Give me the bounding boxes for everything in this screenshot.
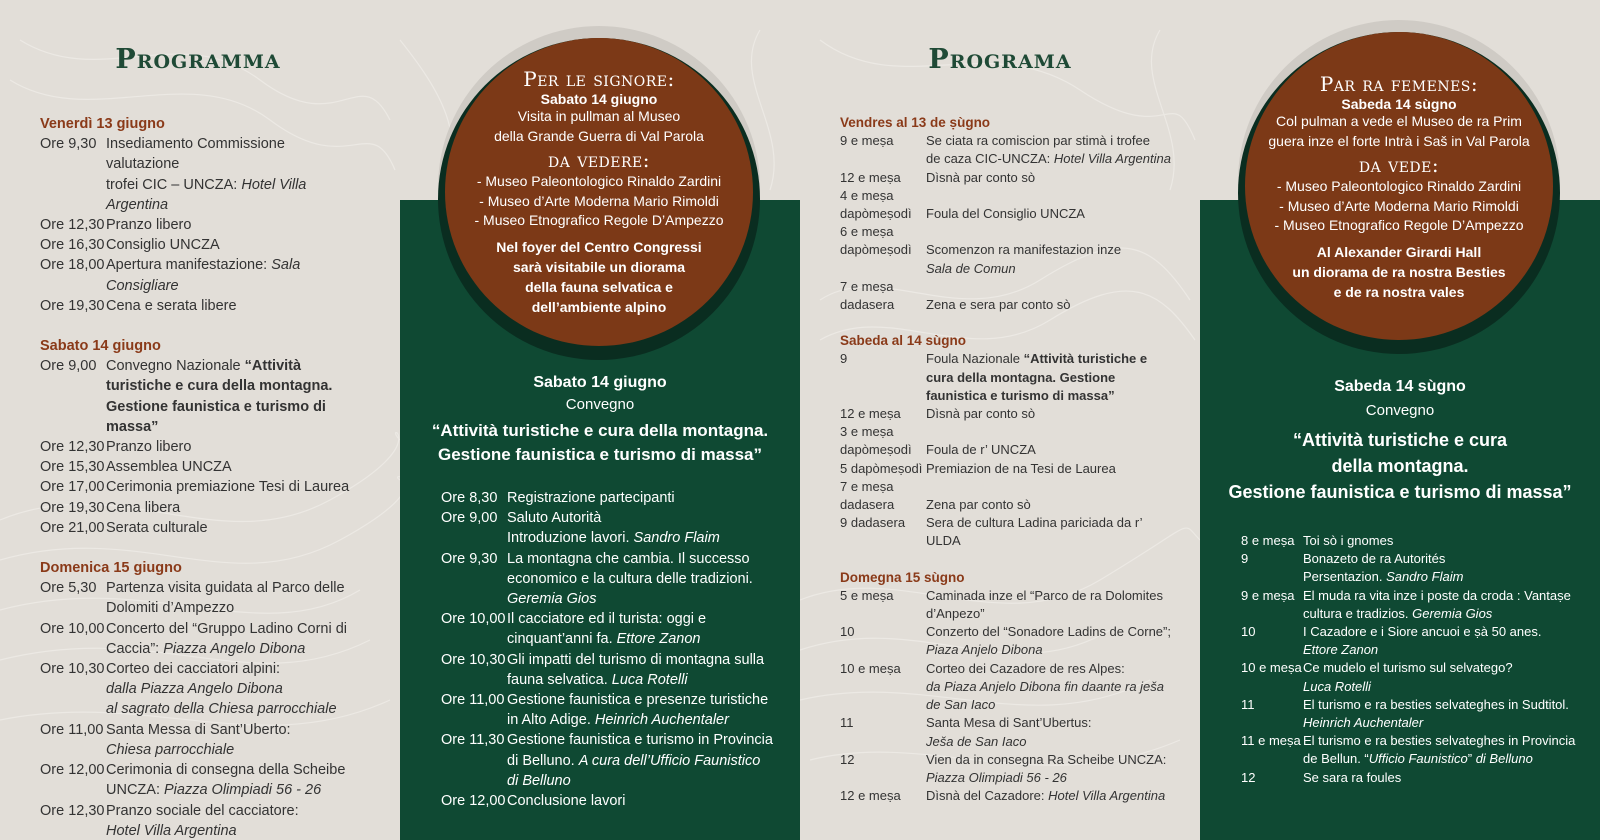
item-text: Cerimonia premiazione Tesi di Laurea <box>106 479 350 496</box>
schedule-list <box>840 114 1175 805</box>
item-text: Santa Mesa di Sant’Ubertus: <box>926 715 1092 731</box>
emphasis-text: dalla Piazza Angelo Dibona <box>106 681 283 698</box>
item-text: Cerimonia di consegna della Scheibe UNCZA: <box>106 762 346 799</box>
item-text: La montagna che cambia. Il successo economico e la cultura delle tradizioni. <box>507 550 753 587</box>
emphasis-text: Chiesa parrocchiale <box>106 741 235 758</box>
schedule-row <box>1241 623 1581 659</box>
day-title: Sabato 14 giugno <box>40 338 161 355</box>
schedule-time: Ore 10,00 <box>40 620 105 637</box>
emphasis-text: Sandro Flaim <box>633 530 720 547</box>
convegno-header <box>400 374 800 467</box>
emphasis-text: Geremia Gios <box>1412 605 1493 621</box>
item-text: Assemblea UNCZA <box>106 459 232 476</box>
museum-item: - Museo d’Arte Moderna Mario Rimoldi <box>479 192 719 209</box>
item-text: Registrazione partecipanti <box>507 490 675 506</box>
schedule-description <box>507 508 781 548</box>
schedule-description <box>1303 732 1581 768</box>
schedule-description <box>106 760 360 800</box>
item-text: Se ciata ra comiscion par stimà i trofee <box>926 133 1150 149</box>
schedule-description <box>926 478 1175 514</box>
schedule-description <box>507 549 781 610</box>
schedule-time: Ore 9,30 <box>441 550 498 567</box>
convegno-title: Gestione faunistica e turismo di massa” <box>437 445 763 464</box>
schedule-time: Ore 9,00 <box>40 358 97 375</box>
schedule-time: 11 <box>840 715 854 731</box>
schedule-time: 6 e meṣa dapòmeṣodì <box>840 224 912 258</box>
schedule-description <box>507 488 781 508</box>
item-text: Sera de cultura Ladina pariciada da r’ ULDA <box>926 515 1143 549</box>
schedule-description <box>926 514 1175 550</box>
schedule-row <box>1241 587 1581 623</box>
circle-subtitle: da vede: <box>1358 153 1440 177</box>
schedule-description <box>1303 587 1581 623</box>
emphasis-text: Hotel Villa Argentina <box>106 176 307 213</box>
schedule-time: 12 <box>1241 769 1256 785</box>
schedule-description <box>507 730 781 791</box>
schedule-row <box>40 720 360 760</box>
schedule-time: Ore 19,30 <box>40 297 105 314</box>
schedule-row <box>441 508 781 548</box>
schedule-row <box>840 478 1175 514</box>
schedule-time: 11 <box>1241 696 1255 712</box>
convegno-header <box>1200 378 1600 505</box>
schedule-time: 9 <box>1241 551 1249 567</box>
schedule-time: Ore 11,30 <box>441 732 505 749</box>
schedule-time: Ore 9,30 <box>40 136 97 153</box>
schedule-row <box>40 437 360 457</box>
schedule-time: 9 <box>840 351 848 367</box>
schedule-row <box>1241 769 1581 787</box>
item-text: Corteo dei cacciatori alpini: <box>106 661 281 678</box>
item-text: Pranzo libero <box>106 439 192 456</box>
emphasis-text: da Piaza Anjelo Dibona fin daante ra ješa de San Iaco <box>926 678 1165 713</box>
emphasis-text: Geremia Gios <box>507 591 597 608</box>
schedule-row <box>40 134 360 215</box>
emphasis-text: Ettore Zanon <box>1303 642 1379 658</box>
circle-visit-line: Col pulman a vede el Museo de ra Prim <box>1276 113 1522 129</box>
schedule-row <box>40 518 360 538</box>
schedule-row <box>441 488 781 508</box>
item-text: Partenza visita guidata al Parco delle Dolomiti d’Ampezzo <box>106 580 345 617</box>
schedule-description <box>926 350 1175 405</box>
schedule-description <box>106 578 360 618</box>
item-text: Toi sò i gnomes <box>1303 533 1394 548</box>
item-text: Bonazeto de ra Autorités <box>1303 551 1446 567</box>
item-text: I Cazadore e i Siore ancuoi e ṣà 50 anes. <box>1303 624 1542 640</box>
schedule-row <box>840 514 1175 550</box>
schedule-time: Ore 12,30 <box>40 217 105 234</box>
item-text: El turismo e ra besties selvateghes in Sudtitol. <box>1303 696 1569 712</box>
schedule-description <box>507 650 781 690</box>
schedule-row <box>840 623 1175 659</box>
schedule-row <box>40 498 360 518</box>
item-text: Pranzo libero <box>106 217 192 234</box>
schedule-description <box>926 132 1175 168</box>
day-title: Domegna 15 sùgno <box>840 569 965 585</box>
diorama-note: Nel foyer del Centro Congressi <box>496 238 702 255</box>
schedule-description <box>926 169 1175 187</box>
schedule-description <box>926 587 1175 623</box>
item-text: ” <box>1467 751 1476 767</box>
emphasis-text: Sala de Comun <box>926 260 1016 276</box>
item-text: Corteo dei Cazadore de res Alpes: <box>926 660 1125 676</box>
schedule-time: 9 e meṣa <box>840 133 894 149</box>
item-text: Dìsnà del Cazadore: <box>926 788 1049 804</box>
emphasis-text: Hotel Villa Argentina <box>1053 151 1171 167</box>
day-title: Domenica 15 giugno <box>40 560 182 577</box>
schedule-time: Ore 10,30 <box>40 661 105 678</box>
schedule-description <box>507 690 781 730</box>
item-text: Dìsnà par conto sò <box>926 169 1036 185</box>
schedule-description <box>106 720 360 760</box>
schedule-row <box>840 460 1175 478</box>
emphasis-text: Heinrich Auchentaler <box>1303 715 1424 731</box>
schedule-description <box>106 801 360 840</box>
item-text: Apertura manifestazione: <box>106 257 272 274</box>
emphasis-text: Hotel Villa Argentina <box>106 822 237 839</box>
item-text: “Attività turistiche e cura della montagna. Gestione faunistica e turismo di massa” <box>106 358 333 435</box>
schedule-row <box>40 255 360 295</box>
schedule-time: Ore 10,00 <box>441 611 506 628</box>
diorama-note: dell’ambiente alpino <box>531 298 667 315</box>
schedule-time: Ore 21,00 <box>40 519 105 536</box>
schedule-row <box>40 356 360 437</box>
schedule-description <box>926 623 1175 659</box>
emphasis-text: Ufficio Faunistico <box>1368 751 1468 767</box>
circle-date: Sabeda 14 sùgno <box>1341 96 1457 112</box>
schedule-description <box>1303 696 1581 732</box>
schedule-time: 8 e meṣa <box>1241 533 1295 548</box>
page-title: Programa <box>928 44 1072 75</box>
emphasis-text: Piazza Olimpiadi 56 - 26 <box>926 769 1067 785</box>
schedule-row <box>40 457 360 477</box>
schedule-row <box>840 169 1175 187</box>
schedule-time: 11 e meṣa <box>1241 733 1301 749</box>
schedule-row <box>40 801 360 840</box>
schedule-time: 12 e meṣa <box>840 169 901 185</box>
schedule-row <box>840 660 1175 715</box>
schedule-description <box>106 619 360 659</box>
convegno-schedule <box>1241 532 1581 787</box>
item-text: Convegno Nazionale <box>106 358 245 375</box>
schedule-row <box>441 690 781 730</box>
schedule-time: Ore 11,00 <box>441 692 505 709</box>
schedule-row <box>840 350 1175 405</box>
item-text: Premiazion de na Tesi de Laurea <box>926 460 1116 476</box>
schedule-description <box>926 187 1175 223</box>
item-text: Santa Messa di Sant’Uberto: <box>106 721 291 738</box>
item-text: trofei CIC – UNCZA: <box>106 176 242 193</box>
circle-visit-line: guera inze el forte Intrà i Saš in Val Parola <box>1268 132 1530 149</box>
schedule-time: 5 dapòmeṣodì <box>840 460 923 476</box>
convegno-schedule <box>441 488 781 811</box>
schedule-time: Ore 12,30 <box>40 802 105 819</box>
schedule-time: Ore 8,30 <box>441 490 498 506</box>
schedule-row <box>441 549 781 610</box>
item-text: El turismo e ra besties selvateghes in Provincia de Bellun. “ <box>1303 733 1576 767</box>
schedule-time: Ore 11,00 <box>40 721 104 738</box>
schedule-time: Ore 16,30 <box>40 237 105 254</box>
schedule-time: Ore 12,30 <box>40 439 105 456</box>
schedule-row <box>40 235 360 255</box>
convegno-label: Convegno <box>565 396 635 413</box>
item-text: Serata culturale <box>106 519 208 536</box>
schedule-time: 10 <box>1241 624 1256 640</box>
schedule-description <box>106 255 360 295</box>
emphasis-text: Ješa de San Iaco <box>926 733 1027 749</box>
page-title: Programma <box>115 44 281 75</box>
schedule-description <box>1303 623 1581 659</box>
schedule-time: Ore 18,00 <box>40 257 105 274</box>
item-text: Introduzione lavori. <box>507 530 634 547</box>
schedule-description <box>106 437 360 457</box>
schedule-time: 12 e meṣa <box>840 406 901 422</box>
schedule-time: Ore 15,30 <box>40 459 105 476</box>
item-text: de caza CIC-UNCZA: <box>926 151 1054 167</box>
convegno-title: Gestione faunistica e turismo di massa” <box>1228 482 1572 502</box>
item-text: Consiglio UNCZA <box>106 237 220 254</box>
item-text: Conzerto del “Sonadore Ladins de Corne”; <box>926 624 1171 640</box>
panel-convegno-ladin <box>1200 0 1600 840</box>
item-text: Foula Nazionale <box>926 351 1024 367</box>
schedule-description <box>507 609 781 649</box>
diorama-note: sarà visitabile un diorama <box>513 258 685 275</box>
circle-date: Sabato 14 giugno <box>540 91 658 107</box>
emphasis-text: Heinrich Auchentaler <box>594 712 729 729</box>
schedule-description <box>106 134 360 215</box>
schedule-time: Ore 9,00 <box>441 510 498 527</box>
schedule-row <box>441 791 781 811</box>
info-circle <box>445 38 753 346</box>
diorama-note: della fauna selvatica e <box>525 278 673 295</box>
museum-item: - Museo Paleontologico Rinaldo Zardini <box>476 173 722 189</box>
item-text: Concerto del “Gruppo Ladino Corni di Caccia”: <box>106 620 347 657</box>
schedule-row <box>40 477 360 497</box>
schedule-time: 10 e meṣa <box>840 660 901 676</box>
schedule-row <box>441 650 781 690</box>
schedule-row <box>40 659 360 720</box>
diorama-note: un diorama de ra nostra Besties <box>1292 263 1506 280</box>
panel-programma-italian <box>0 0 400 840</box>
emphasis-text: Piazza Angelo Dibona <box>163 640 306 657</box>
schedule-description <box>106 457 360 477</box>
schedule-description <box>106 296 360 316</box>
schedule-row <box>840 423 1175 459</box>
museum-item: - Museo Paleontologico Rinaldo Zardini <box>1276 178 1522 194</box>
schedule-time: Ore 17,00 <box>40 479 105 496</box>
schedule-time: Ore 19,30 <box>40 499 105 516</box>
schedule-row <box>40 215 360 235</box>
schedule-description <box>926 423 1175 459</box>
item-text: Foula del Consiglio UNCZA <box>926 206 1085 222</box>
schedule-time: 3 e meṣa dapòmeṣodì <box>840 424 912 458</box>
schedule-time: 10 <box>840 624 855 640</box>
schedule-row <box>441 609 781 649</box>
emphasis-text: Sandro Flaim <box>1386 569 1464 585</box>
emphasis-text: Piaza Anjelo Dibona <box>926 642 1043 658</box>
day-title: Vendres al 13 de ṣùgno <box>840 115 991 130</box>
circle-visit-line: Visita in pullman al Museo <box>517 108 681 124</box>
schedule-description <box>926 714 1175 750</box>
day-title: Sabeda al 14 sùgno <box>840 333 967 349</box>
schedule-time: 9 e meṣa <box>1241 587 1295 603</box>
schedule-description <box>926 787 1175 805</box>
day-title: Venerdì 13 giugno <box>40 116 165 132</box>
item-text: Insediamento Commissione valutazione <box>106 136 285 173</box>
circle-visit-line: della Grande Guerra di Val Parola <box>494 127 704 144</box>
item-text: Gestione faunistica e presenze turistiche in Alto Adige. <box>507 692 769 729</box>
item-text: Caminada inze el “Parco de ra Dolomites d’Anpezo” <box>926 587 1163 622</box>
circle-subtitle: da vedere: <box>548 148 650 172</box>
schedule-row <box>840 787 1175 805</box>
item-text: Conclusione lavori <box>507 793 626 810</box>
diorama-note: e de ra nostra vales <box>1333 283 1465 300</box>
item-text: Foula de r’ UNCZA <box>926 442 1036 458</box>
schedule-description <box>1303 550 1581 586</box>
schedule-time: 5 e meṣa <box>840 587 894 603</box>
schedule-description <box>926 223 1175 278</box>
convegno-date: Sabeda 14 sùgno <box>1334 378 1466 395</box>
schedule-description <box>926 278 1175 314</box>
item-text: Persentazion. <box>1303 569 1387 585</box>
circle-title: Per le signore: <box>523 67 675 91</box>
schedule-time: Ore 10,30 <box>441 651 506 668</box>
schedule-time: 12 <box>840 751 855 767</box>
schedule-description <box>106 518 360 538</box>
emphasis-text: al sagrato della Chiesa parrocchiale <box>106 701 337 718</box>
item-text: Vien da in consegna Ra Scheibe UNCZA: <box>926 751 1167 767</box>
museum-item: - Museo d’Arte Moderna Mario Rimoldi <box>1279 197 1519 214</box>
museum-item: - Museo Etnografico Regole D’Ampezzo <box>474 212 724 228</box>
schedule-row <box>840 405 1175 423</box>
spacer <box>40 316 360 336</box>
convegno-title: “Attività turistiche e cura <box>1292 430 1508 450</box>
schedule-description <box>507 791 781 811</box>
item-text: Gestione faunistica e turismo in Provincia di Belluno. <box>507 732 773 769</box>
emphasis-text: Ettore Zanon <box>616 631 701 648</box>
schedule-row <box>40 619 360 659</box>
item-text: Zena e sera par conto sò <box>926 297 1071 313</box>
schedule-description <box>106 659 360 720</box>
schedule-row <box>840 132 1175 168</box>
item-text: Se sara ra foules <box>1303 769 1402 785</box>
schedule-row <box>840 751 1175 787</box>
emphasis-text: Luca Rotelli <box>1303 678 1371 694</box>
spacer <box>40 538 360 558</box>
schedule-row <box>40 296 360 316</box>
emphasis-text: di Belluno <box>1475 751 1533 767</box>
schedule-description <box>1303 769 1581 787</box>
schedule-description <box>926 660 1175 715</box>
spacer <box>840 551 1175 569</box>
schedule-description <box>926 751 1175 787</box>
spacer <box>840 314 1175 332</box>
emphasis-text: A cura dell’Ufficio Faunistico <box>578 752 761 769</box>
item-text: Zena par conto sò <box>926 497 1031 513</box>
emphasis-text: Sala Consigliare <box>106 257 301 294</box>
item-text: El muda ra vita inze i poste da croda : Vantaṣe cultura e tradizios. <box>1303 587 1571 621</box>
schedule-description <box>106 235 360 255</box>
schedule-time: 9 dadasera <box>840 515 906 531</box>
convegno-date: Sabato 14 giugno <box>533 374 667 391</box>
item-text: Ce mudelo el turismo sul selvatego? <box>1303 660 1513 676</box>
emphasis-text: Piazza Olimpiadi 56 - 26 <box>164 782 322 799</box>
emphasis-text: Hotel Villa Argentina <box>1048 788 1166 804</box>
item-text: Cena e serata libere <box>106 297 237 314</box>
schedule-row <box>840 187 1175 223</box>
schedule-row <box>1241 659 1581 695</box>
schedule-description <box>106 477 360 497</box>
schedule-row <box>1241 550 1581 586</box>
item-text: Gli impatti del turismo di montagna sulla fauna selvatica. <box>507 651 765 688</box>
emphasis-text: Luca Rotelli <box>611 671 688 688</box>
panel-convegno-italian <box>400 0 800 840</box>
schedule-time: Ore 5,30 <box>40 580 97 597</box>
schedule-row <box>40 578 360 618</box>
schedule-description <box>1303 659 1581 695</box>
schedule-time: 10 e meṣa <box>1241 660 1302 676</box>
convegno-title: della montagna. <box>1331 456 1469 476</box>
schedule-time: 12 e meṣa <box>840 788 901 804</box>
schedule-description <box>1303 532 1581 550</box>
schedule-description <box>926 405 1175 423</box>
schedule-row <box>441 730 781 791</box>
schedule-row <box>1241 696 1581 732</box>
schedule-description <box>106 215 360 235</box>
schedule-time: 4 e meṣa dapòmeṣodì <box>840 187 912 222</box>
convegno-label: Convegno <box>1365 402 1435 419</box>
museum-item: - Museo Etnografico Regole D’Ampezzo <box>1274 217 1524 233</box>
item-text: Pranzo sociale del cacciatore: <box>106 802 299 819</box>
schedule-list <box>40 114 360 840</box>
item-text: Cena libera <box>106 499 181 516</box>
schedule-time: Ore 12,00 <box>40 762 105 779</box>
panel-programa-ladin <box>800 0 1200 840</box>
schedule-time: 7 e meṣa dadasera <box>840 478 895 513</box>
schedule-row <box>840 714 1175 750</box>
info-circle <box>1245 32 1553 340</box>
item-text: Il cacciatore ed il turista: oggi e cinquant’anni fa. <box>507 611 707 648</box>
circle-title: Par ra femenes: <box>1319 72 1479 96</box>
schedule-row <box>1241 532 1581 550</box>
schedule-time: 7 e meṣa dadasera <box>840 278 895 313</box>
emphasis-text: di Belluno <box>507 772 571 789</box>
schedule-description <box>106 356 360 437</box>
schedule-description <box>106 498 360 518</box>
item-text: “Attività turistiche e cura della montagna. Gestione faunistica e turismo di massa” <box>926 351 1148 403</box>
item-text: Saluto Autorità <box>507 510 602 527</box>
schedule-row <box>840 278 1175 314</box>
schedule-row <box>840 587 1175 623</box>
schedule-row <box>840 223 1175 278</box>
schedule-row <box>1241 732 1581 768</box>
convegno-title: “Attività turistiche e cura della montagna. <box>431 421 769 440</box>
schedule-description <box>926 460 1175 478</box>
schedule-row <box>40 760 360 800</box>
item-text: Dìsnà par conto sò <box>926 406 1036 422</box>
schedule-time: Ore 12,00 <box>441 793 506 810</box>
item-text: Scomenzon ra manifestazion inze <box>926 242 1122 258</box>
diorama-note: Al Alexander Girardi Hall <box>1316 243 1482 260</box>
